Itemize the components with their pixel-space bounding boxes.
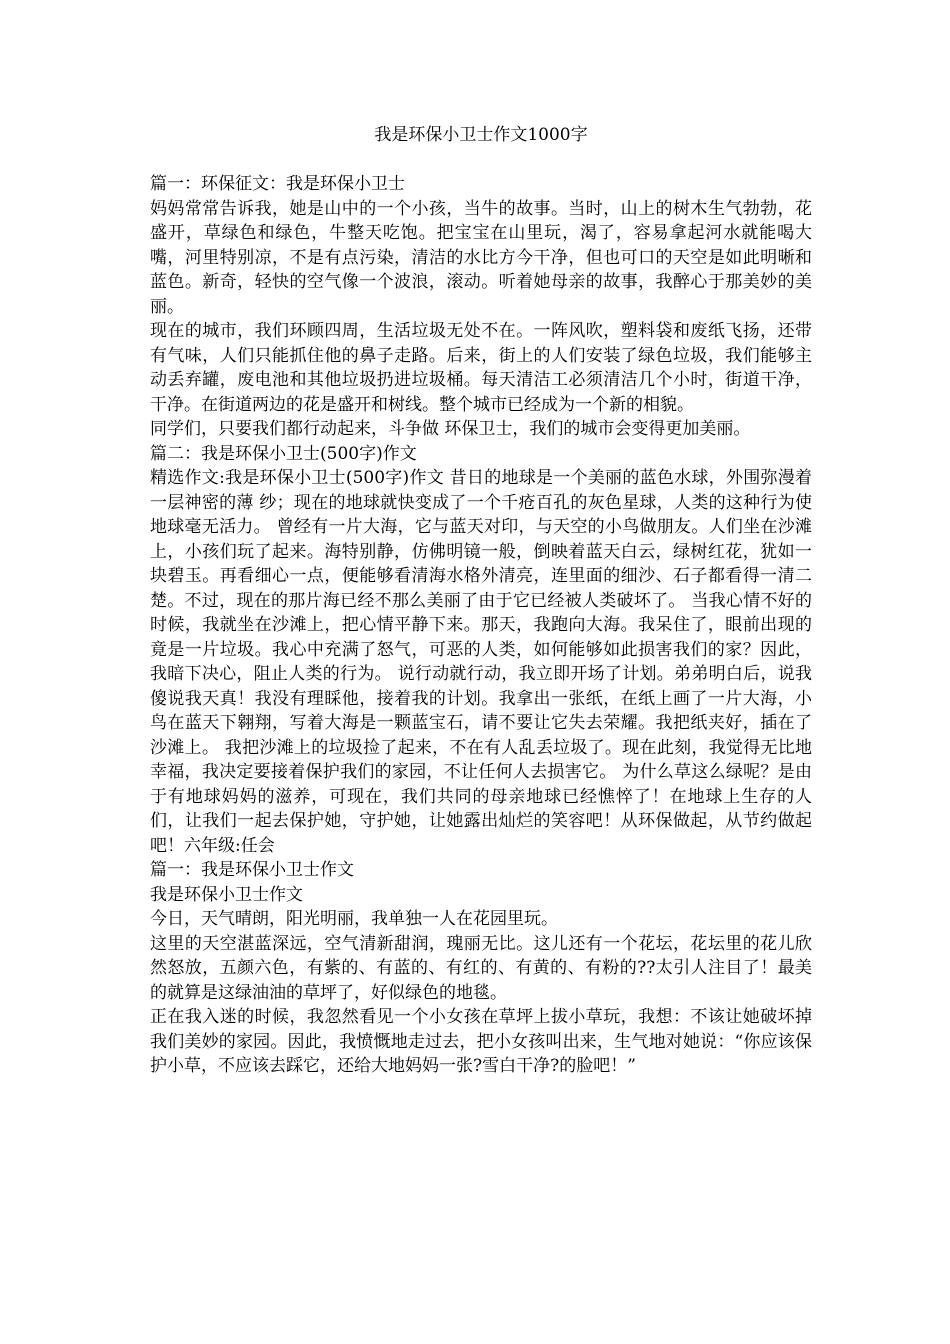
- paragraph: 正在我入迷的时候，我忽然看见一个小女孩在草坪上拔小草玩，我想：不该让她破坏掉我们美妙的家园。因此，我愤慨地走过去，把小女孩叫出来，生气地对她说：“你应该保护小草，不应该去踩它，还给大地妈妈一张?雪白干净?的脸吧！”: [150, 1007, 812, 1076]
- document-title: 我是环保小卫士作文1000字: [374, 125, 588, 145]
- section-heading-2: 篇二：我是环保小卫士(500字)作文: [150, 443, 417, 464]
- paragraph: 今日，天气晴朗，阳光明丽，我单独一人在花园里玩。: [150, 909, 558, 929]
- essay-title: 我是环保小卫士作文: [150, 884, 303, 905]
- paragraph: 现在的城市，我们环顾四周，生活垃圾无处不在。一阵风吹，塑料袋和废纸飞扬，还带有气味，人们只能抓住他的鼻子走路。后来，街上的人们安装了绿色垃圾，我们能够主动丢弃罐，废电池和其他垃圾扔进垃圾桶。每天清洁工必须清洁几个小时，街道干净，干净。在街道两边的花是盛开和树线。整个城市已经成为一个新的相貌。: [150, 321, 812, 415]
- document-body: [150, 172, 812, 1079]
- section-heading-3: 篇一：我是环保小卫士作文: [150, 860, 354, 880]
- paragraph: 妈妈常常告诉我，她是山中的一个小孩，当牛的故事。当时，山上的树木生气勃勃，花盛开，草绿色和绿色，牛整天吃饱。把宝宝在山里玩，渴了，容易拿起河水就能喝大嘴，河里特别凉，不是有点污染，清洁的水比方今干净，但也可口的天空是如此明晰和蓝色。新奇，轻快的空气像一个波浪，滚动。听着她母亲的故事，我醉心于那美妙的美丽。: [150, 198, 812, 317]
- paragraph: 这里的天空湛蓝深远，空气清新甜润，瑰丽无比。这儿还有一个花坛，花坛里的花儿欣然怒放，五颜六色，有紫的、有蓝的、有红的、有黄的、有粉的??太引人注目了！最美的就算是这绿油油的草坪了，好似绿色的地毯。: [150, 933, 812, 1003]
- section-heading-1: 篇一：环保征文：我是环保小卫士: [150, 174, 405, 194]
- paragraph: 同学们，只要我们都行动起来，斗争做 环保卫士，我们的城市会变得更加美丽。: [150, 419, 751, 439]
- paragraph: 精选作文:我是环保小卫士(500字)作文 昔日的地球是一个美丽的蓝色水球，外围弥漫着一层神密的薄 纱；现在的地球就快变成了一个千疮百孔的灰色星球，人类的这种行为使地球毫无活力。 曾经有一片大海，它与蓝天对印，与天空的小鸟做朋友。人们坐在沙滩上，小孩们玩了起来。海特别静，仿佛明镜一般，倒映着蓝天白云，绿树红花，犹如一块碧玉。再看细心一点，便能够看清海水格外清亮，连里面的细沙、石子都看得一清二楚。不过，现在的那片海已经不那么美丽了由于它已经被人类破坏了。 当我心情不好的时候，我就坐在沙滩上，把心情平静下来。那天，我跑向大海。我呆住了，眼前出现的竟是一片垃圾。我心中充满了怒气，可恶的人类，如何能够如此损害我们的家？因此，我暗下决心，阻止人类的行为。 说行动就行动，我立即开场了计划。弟弟明白后，说我傻说我天真！我没有理睬他，接着我的计划。我拿出一张纸，在纸上画了一片大海，小鸟在蓝天下翱翔，写着大海是一颗蓝宝石，请不要让它失去荣耀。我把纸夹好，插在了沙滩上。 我把沙滩上的垃圾捡了起来，不在有人乱丢垃圾了。现在此刻，我觉得无比地幸福，我决定要接着保护我们的家园，不让任何人去损害它。 为什么草这么绿呢？是由于有地球妈妈的滋养，可现在，我们共同的母亲地球已经憔悴了！在地球上生存的人们，让我们一起去保护她，守护她，让她露出灿烂的笑容吧！从环保做起，从节约做起吧！六年级:任会: [150, 468, 812, 856]
- document-page: [150, 120, 812, 1079]
